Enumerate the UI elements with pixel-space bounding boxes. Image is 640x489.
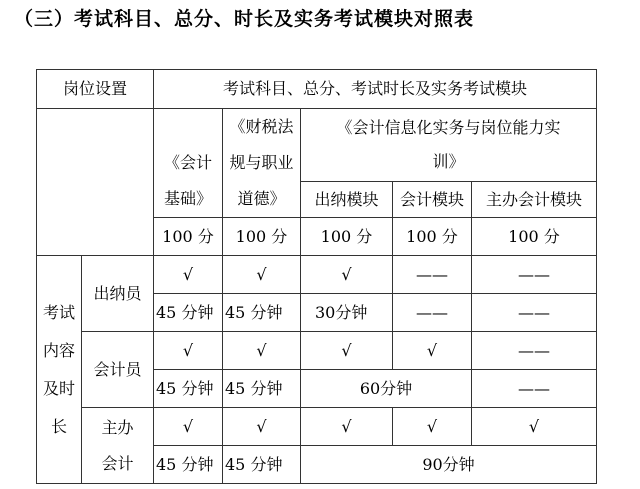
score-accounting: 100 分 [393, 218, 472, 256]
header-subjects: 考试科目、总分、考试时长及实务考试模块 [222, 79, 527, 98]
post-accountant: 会计员 [82, 332, 154, 408]
check-mark: √ [393, 332, 472, 370]
module-cashier-cell [301, 182, 393, 218]
check-mark: √ [223, 256, 301, 294]
side-label-line2: 内容 [42, 340, 75, 360]
subject-basic-line2: 基础》 [163, 189, 212, 208]
check-mark: √ [223, 332, 301, 370]
check-mark: √ [301, 332, 393, 370]
subject-law-cell [223, 109, 301, 218]
header-post-cell [37, 70, 154, 109]
subject-basic-cell [154, 109, 223, 218]
score-cashier: 100 分 [301, 218, 393, 256]
time-law: 45 分钟 [223, 446, 301, 484]
time-law: 45 分钟 [223, 370, 301, 408]
time-basic: 45 分钟 [154, 370, 223, 408]
exam-comparison-table [36, 69, 597, 484]
dash-mark: —— [393, 256, 472, 294]
subject-law-line3: 道德》 [237, 189, 286, 208]
post-cashier: 出纳员 [82, 256, 154, 332]
time-practice: 60分钟 [301, 370, 472, 408]
time-cashier: 30分钟 [301, 294, 393, 332]
side-label-cell [37, 256, 82, 484]
score-chief: 100 分 [472, 218, 597, 256]
check-mark: √ [301, 408, 393, 446]
header-post: 岗位设置 [62, 79, 127, 98]
header-subjects-cell [154, 70, 597, 109]
module-chief: 主办会计模块 [485, 189, 582, 209]
score-basic: 100 分 [154, 218, 223, 256]
dash-mark: —— [472, 332, 597, 370]
time-basic: 45 分钟 [154, 294, 223, 332]
dash-mark: —— [472, 256, 597, 294]
page-title: （三）考试科目、总分、时长及实务考试模块对照表 [14, 8, 475, 30]
subject-practice-line2: 训》 [432, 152, 465, 171]
subject-law-line1: 《财税法 [229, 117, 294, 136]
module-cashier: 出纳模块 [314, 189, 379, 209]
dash-mark: —— [472, 294, 597, 332]
subject-law-line2: 规与职业 [229, 153, 294, 172]
module-chief-cell [472, 182, 597, 218]
subject-practice-cell [301, 109, 597, 182]
side-label-line3: 及时 [42, 378, 75, 398]
check-mark: √ [223, 408, 301, 446]
post-chief-cell [82, 408, 154, 484]
check-mark: √ [154, 408, 223, 446]
check-mark: √ [154, 332, 223, 370]
time-basic: 45 分钟 [154, 446, 223, 484]
post-chief-line2: 会计 [101, 453, 134, 473]
check-mark: √ [472, 408, 597, 446]
subject-basic-line1: 《会计 [163, 153, 212, 172]
time-practice: 90分钟 [301, 446, 597, 484]
check-mark: √ [154, 256, 223, 294]
time-law: 45 分钟 [223, 294, 301, 332]
module-accounting: 会计模块 [399, 189, 464, 209]
dash-mark: —— [393, 294, 472, 332]
blank-corner-cell [37, 109, 154, 256]
side-label-line4: 长 [50, 416, 67, 436]
side-label-line1: 考试 [42, 302, 75, 322]
module-accounting-cell [393, 182, 472, 218]
score-law: 100 分 [223, 218, 301, 256]
post-chief-line1: 主办 [101, 417, 134, 437]
check-mark: √ [393, 408, 472, 446]
subject-practice-line1: 《会计信息化实务与岗位能力实 [336, 118, 561, 137]
dash-mark: —— [472, 370, 597, 408]
check-mark: √ [301, 256, 393, 294]
